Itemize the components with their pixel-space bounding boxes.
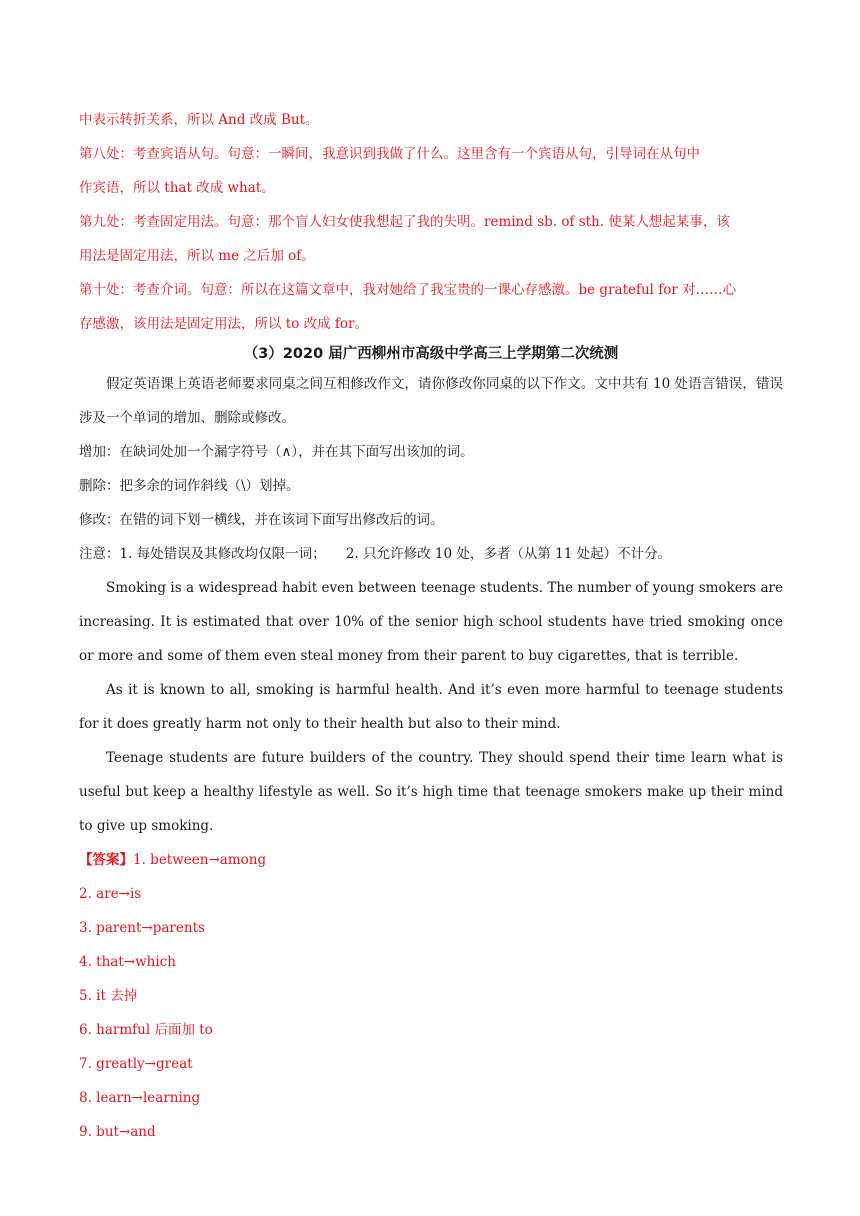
- explanation-line: 第十处：考查介词。句意：所以在这篇文章中，我对她给了我宝贵的一课心存感激。be grateful for 对……心: [79, 282, 737, 298]
- answer-item: 7. greatly→great: [79, 1056, 193, 1072]
- answer-item: [79, 843, 783, 877]
- instructions-note: 注意：1. 每处错误及其修改均仅限一词； 2. 只允许修改 10 处，多者（从第 11 处起）不计分。: [79, 546, 672, 562]
- answer-block: [79, 843, 783, 1149]
- answer-item: 2. are→is: [79, 886, 142, 902]
- essay-paragraph-2: As it is known to all, smoking is harmful health. And it’s even more harmful to teenage students for it does greatly harm not only to their health but also to their mind.: [79, 682, 783, 732]
- explanation-line: 用法是固定用法，所以 me 之后加 of。: [79, 248, 315, 264]
- answer-item: 5. it 去掉: [79, 988, 138, 1004]
- instructions-intro: 假定英语课上英语老师要求同桌之间互相修改作文，请你修改你同桌的以下作文。文中共有 10 处语言错误，错误涉及一个单词的增加、删除或修改。: [79, 376, 783, 426]
- instructions-add: 增加：在缺词处加一个漏字符号（∧），并在其下面写出该加的词。: [79, 444, 474, 460]
- essay-paragraph-3: Teenage students are future builders of the country. They should spend their time learn what is useful but keep a healthy lifestyle as well. So it’s high time that teenage smokers make up their mind to give up smoking.: [79, 750, 783, 834]
- answer-item: 3. parent→parents: [79, 920, 205, 936]
- essay-paragraph-1: Smoking is a widespread habit even between teenage students. The number of young smokers are increasing. It is estimated that over 10% of the senior high school students have tried smoking once or more and some of them even steal money from their parent to buy cigarettes, that is terrible.: [79, 580, 783, 664]
- explanation-line: 第九处：考查固定用法。句意：那个盲人妇女使我想起了我的失明。remind sb. of sth. 使某人想起某事，该: [79, 214, 730, 230]
- answer-text: 1. between→among: [133, 852, 267, 868]
- instructions-modify: 修改：在错的词下划一横线，并在该词下面写出修改后的词。: [79, 512, 444, 528]
- document-page: [79, 103, 783, 1149]
- explanation-line: 中表示转折关系，所以 And 改成 But。: [79, 112, 319, 128]
- answer-item: 8. learn→learning: [79, 1090, 201, 1106]
- explanation-line: 第八处：考查宾语从句。句意：一瞬间，我意识到我做了什么。这里含有一个宾语从句，引导词在从句中: [79, 146, 700, 162]
- answer-label: 【答案】: [79, 852, 133, 868]
- answer-item: 4. that→which: [79, 954, 176, 970]
- explanation-block: [79, 103, 783, 341]
- instructions: [79, 367, 783, 571]
- answer-item: 9. but→and: [79, 1124, 156, 1140]
- answer-item: 6. harmful 后面加 to: [79, 1022, 213, 1038]
- explanation-line: 存感激，该用法是固定用法，所以 to 改成 for。: [79, 316, 369, 332]
- explanation-line: 作宾语，所以 that 改成 what。: [79, 180, 275, 196]
- essay: [79, 571, 783, 843]
- section-title: （3）2020 届广西柳州市高级中学高三上学期第二次统测: [243, 346, 619, 362]
- instructions-delete: 删除：把多余的词作斜线（\）划掉。: [79, 478, 300, 494]
